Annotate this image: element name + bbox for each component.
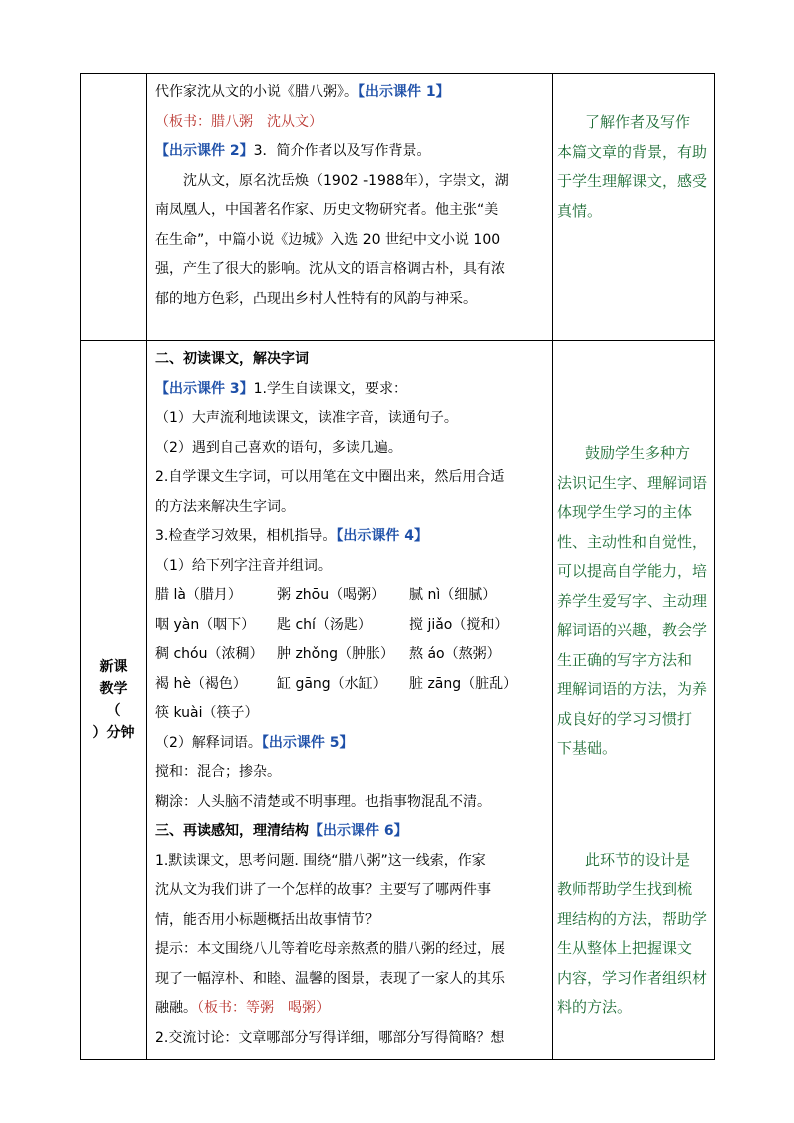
design-intent-cell-author: 了解作者及写作 本篇文章的背景，有助 于学生理解课文，感受 真情。 bbox=[553, 74, 715, 341]
courseware-tag: 【出示课件 3】 bbox=[155, 380, 254, 397]
section-heading: 三、再读感知，理清结构 bbox=[155, 823, 309, 839]
section-label-cell-empty bbox=[81, 74, 147, 341]
section-heading: 二、初读课文，解决字词 bbox=[155, 351, 309, 367]
table-row bbox=[81, 74, 715, 341]
board-note: （板书：等粥 喝粥） bbox=[197, 1000, 330, 1016]
section-label-new-lesson: 新课 教学 （ ）分钟 bbox=[81, 341, 147, 1060]
design-intent-vocab: 鼓励学生多种方 法识记生字、理解词语 体现学生学习的主体 性、主动性和自觉性， 可以提高自学能力，培 养学生爱写字、主动理 解词语的兴趣，教会学 生正确的写字方法和 理解词语的方法，为养 成良好的学习习惯打 下基础。 bbox=[557, 444, 708, 757]
vocab-row: 褐 hè（褐色） 缸 gāng（水缸） 脏 zāng（脏乱） bbox=[155, 675, 518, 692]
lesson-plan-table bbox=[80, 73, 715, 1060]
vocab-row: 咽 yàn（咽下） 匙 chí（汤匙） 搅 jiǎo（搅和） bbox=[155, 616, 509, 633]
courseware-tag: 【出示课件 5】 bbox=[261, 734, 354, 751]
courseware-tag: 【出示课件 6】 bbox=[309, 823, 408, 839]
content-cell-author: 代作家沈从文的小说《腊八粥》。【出示课件 1】 （板书：腊八粥 沈从文） 【出示课件 2】3．简介作者以及写作背景。 沈从文，原名沈岳焕（1902 -1988年），字崇文，湖 南凤凰人，中国著名作家、历史文物研究者。他主张“美 在生命”，中篇小说《边城》入选 20 世纪中文小说 100 强，产生了很大的影响。沈从文的语言格调古朴，具有浓 郁的地方色彩，凸现出乡村人性特有的风韵与神采。 bbox=[147, 74, 553, 341]
design-intent-structure: 此环节的设计是 教师帮助学生找到梳 理结构的方法，帮助学 生从整体上把握课文 内容，学习作者组织材 料的方法。 bbox=[557, 850, 708, 1016]
table-row bbox=[81, 341, 715, 1060]
courseware-tag: 【出示课件 2】 bbox=[155, 143, 254, 159]
courseware-tag: 【出示课件 1】 bbox=[358, 84, 450, 100]
board-note: （板书：腊八粥 沈从文） bbox=[155, 113, 323, 130]
content-cell-new-lesson: 二、初读课文，解决字词 【出示课件 3】1.学生自读课文，要求： （1）大声流利地读课文，读准字音，读通句子。 （2）遇到自己喜欢的语句，多读几遍。 2.自学课文生字词，可以用笔在文中圈出来，然后用合适 的方法来解决生字词。 3.检查学习效果，相机指导。【出示课件 4】 （1）给下列字注音并组词。 腊 là（腊月） 粥 zhōu（喝粥） 腻 nì（细腻） 咽 yàn（咽下） 匙 chí（汤匙） 搅 jiǎo（搅和） 稠 chóu（浓稠） 肿 zhǒng（肿胀） 熬 áo（熬粥） 褐 hè（褐色） 缸 gāng（水缸） 脏 zāng（脏乱） 筷 kuài（筷子） （2）解释词语。【出示课件 5】 搅和：混合；掺杂。 糊涂：人头脑不清楚或不明事理。也指事物混乱不清。 三、再读感知，理清结构【出示课件 6】 1.默读课文，思考问题. 围绕“腊八粥”这一线索，作家 沈从文为我们讲了一个怎样的故事？主要写了哪两件事 情，能否用小标题概括出故事情节？ 提示：本文围绕八儿等着吃母亲熬煮的腊八粥的经过，展 现了一幅淳朴、和睦、温馨的图景，表现了一家人的其乐 融融。（板书：等粥 喝粥） 2.交流讨论：文章哪部分写得详细，哪部分写得简略？想 bbox=[147, 341, 553, 1060]
vocab-row: 稠 chóu（浓稠） 肿 zhǒng（肿胀） 熬 áo（熬粥） bbox=[155, 646, 501, 662]
vocab-row: 腊 là（腊月） 粥 zhōu（喝粥） 腻 nì（细腻） bbox=[155, 587, 497, 603]
design-intent-cell-new-lesson bbox=[553, 341, 715, 1060]
courseware-tag: 【出示课件 4】 bbox=[336, 528, 428, 544]
vocab-row: 筷 kuài（筷子） bbox=[155, 705, 259, 721]
